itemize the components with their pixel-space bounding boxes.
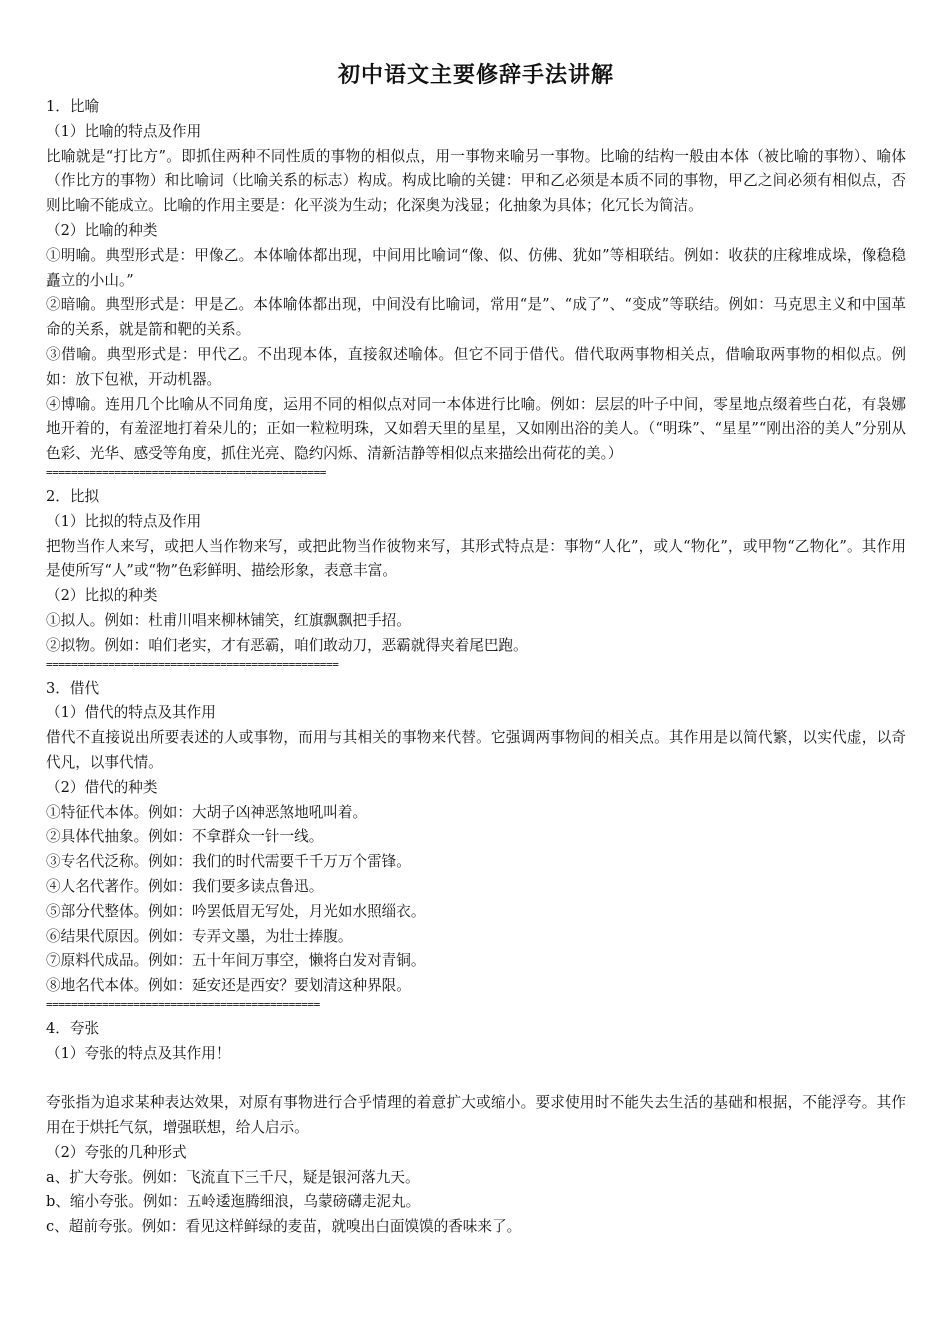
list-item: ④博喻。连用几个比喻从不同角度，运用不同的相似点对同一本体进行比喻。例如：层层的叶子中间，零星地点缀着些白花，有袅娜地开着的，有羞涩地打着朵儿的；正如一粒粒明珠，又如碧天里的星星，又如刚出浴的美人。（“明珠”、“星星”“刚出浴的美人”分别从色彩、光华、感受等角度，抓住光亮、隐约闪烁、清新洁静等相似点来描绘出荷花的美。）	[46, 395, 906, 463]
subsection-heading: （1）夸张的特点及其作用！	[46, 1044, 231, 1062]
section-heading: 3．借代	[46, 679, 100, 697]
section-personification	[46, 485, 906, 671]
section-metaphor	[46, 95, 906, 479]
list-item: ④人名代著作。例如：我们要多读点鲁迅。	[46, 877, 324, 895]
list-item: ①拟人。例如：杜甫川唱来柳林铺笑，红旗飘飘把手招。	[46, 611, 411, 629]
paragraph: 比喻就是“打比方”。即抓住两种不同性质的事物的相似点，用一事物来喻另一事物。比喻的结构一般由本体（被比喻的事物）、喻体（作比方的事物）和比喻词（比喻关系的标志）构成。构成比喻的关键：甲和乙必须是本质不同的事物，甲乙之间必须有相似点，否则比喻不能成立。比喻的作用主要是：化平淡为生动；化深奥为浅显；化抽象为具体；化冗长为简洁。	[46, 147, 906, 215]
list-item: ①明喻。典型形式是：甲像乙。本体喻体都出现，中间用比喻词“像、似、仿佛、犹如”等相联结。例如：收获的庄稼堆成垛，像稳稳矗立的小山。”	[46, 246, 906, 289]
list-item: ①特征代本体。例如：大胡子凶神恶煞地吼叫着。	[46, 803, 368, 821]
list-item: c、超前夸张。例如：看见这样鲜绿的麦苗，就嗅出白面馍馍的香味来了。	[46, 1218, 522, 1236]
list-item: ⑥结果代原因。例如：专弄文墨，为壮士捧腹。	[46, 927, 353, 945]
list-item: ⑧地名代本体。例如：延安还是西安？要划清这种界限。	[46, 977, 411, 995]
list-item: ③专名代泛称。例如：我们的时代需要千千万万个雷锋。	[46, 853, 411, 871]
subsection-heading: （2）夸张的几种形式	[46, 1143, 187, 1161]
separator-rule: ===============================================	[46, 658, 339, 671]
list-item: b、缩小夸张。例如：五岭逶迤腾细浪，乌蒙磅礴走泥丸。	[46, 1193, 421, 1211]
subsection-heading: （2）比喻的种类	[46, 221, 158, 239]
subsection-heading: （1）借代的特点及其作用	[46, 704, 216, 722]
list-item: a、扩大夸张。例如：飞流直下三千尺，疑是银河落九天。	[46, 1168, 420, 1186]
list-item: ②具体代抽象。例如：不拿群众一针一线。	[46, 828, 324, 846]
separator-rule: ============================================	[46, 998, 320, 1011]
paragraph: 借代不直接说出所要表述的人或事物，而用与其相关的事物来代替。它强调两事物间的相关点。其作用是以简代繁，以实代虚，以奇代凡，以事代情。	[46, 729, 906, 771]
subsection-heading: （2）借代的种类	[46, 778, 158, 796]
list-item: ②暗喻。典型形式是：甲是乙。本体喻体都出现，中间没有比喻词，常用“是”、“成了”、“变成”等联结。例如：马克思主义和中国革命的关系，就是箭和靶的关系。	[46, 296, 906, 339]
list-item: ⑦原料代成品。例如：五十年间万事空，懒将白发对青铜。	[46, 952, 426, 970]
page-title: 初中语文主要修辞手法讲解	[337, 62, 614, 88]
subsection-heading: （1）比喻的特点及作用	[46, 122, 202, 140]
blank-line	[46, 1066, 906, 1091]
separator-rule: =============================================	[46, 466, 327, 479]
section-hyperbole	[46, 1017, 906, 1240]
paragraph: 夸张指为追求某种表达效果，对原有事物进行合乎情理的着意扩大或缩小。要求使用时不能失去生活的基础和根据，不能浮夸。其作用在于烘托气氛，增强联想，给人启示。	[46, 1094, 906, 1137]
list-item: ②拟物。例如：咱们老实，才有恶霸，咱们敢动刀，恶霸就得夹着尾巴跑。	[46, 636, 528, 654]
list-item: ⑤部分代整体。例如：吟罢低眉无写处，月光如水照缁衣。	[46, 902, 426, 920]
subsection-heading: （2）比拟的种类	[46, 587, 158, 605]
section-metonymy	[46, 677, 906, 1011]
section-heading: 1．比喻	[46, 98, 100, 115]
section-heading: 4．夸张	[46, 1019, 100, 1037]
paragraph: 把物当作人来写，或把人当作物来写，或把此物当作彼物来写，其形式特点是：事物“人化”，或人“物化”，或甲物“乙物化”。其作用是使所写“人”或“物”色彩鲜明、描绘形象，表意丰富。	[46, 537, 906, 580]
section-heading: 2．比拟	[46, 487, 100, 505]
subsection-heading: （1）比拟的特点及作用	[46, 512, 202, 530]
list-item: ③借喻。典型形式是：甲代乙。不出现本体，直接叙述喻体。但它不同于借代。借代取两事物相关点，借喻取两事物的相似点。例如：放下包袱，开动机器。	[46, 345, 906, 388]
